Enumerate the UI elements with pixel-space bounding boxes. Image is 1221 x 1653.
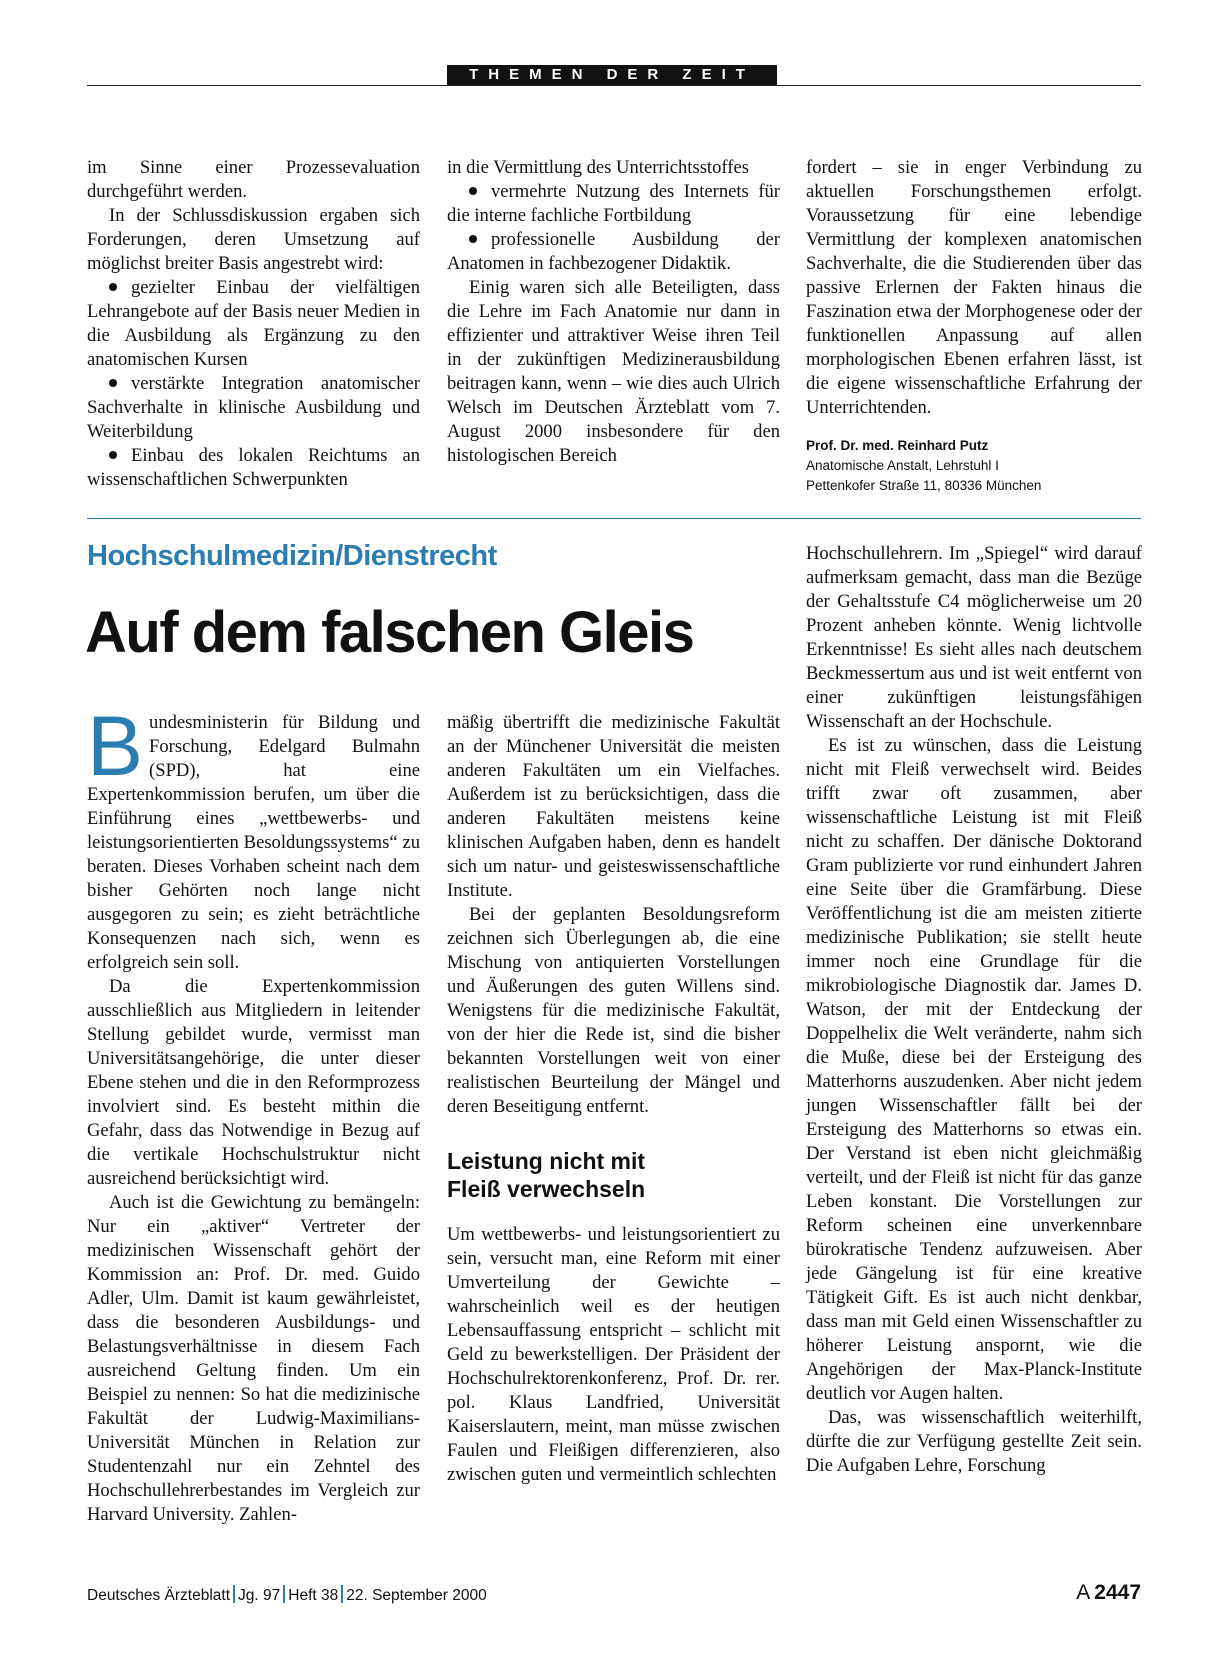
paragraph: Das, was wissenschaftlich weiterhilft, dürfte die zur Verfügung gestellte Zeit sein. Die Aufgaben Lehre, Forschung <box>806 1407 1142 1476</box>
drop-cap: B <box>87 699 144 793</box>
article-kicker: Hochschulmedizin/Dienstrecht <box>87 540 497 572</box>
article-headline: Auf dem falschen Gleis <box>85 600 694 665</box>
bullet-text: vermehrte Nutzung des Internets für die interne fachliche Fortbildung <box>447 181 780 226</box>
lead-paragraph <box>87 699 420 975</box>
prev-article-col-2 <box>447 156 780 468</box>
footer-separator <box>283 1585 285 1603</box>
paragraph: Einig waren sich alle Beteiligten, dass die Lehre im Fach Anatomie nur dann in effizienter und attraktiver Weise ihren Teil in der zukünftigen Medizinerausbildung beitragen kann, wenn – wie dies auch Ulrich Welsch im Deutschen Ärzteblatt vom 7. August 2000 insbesondere für den histologischen Bereich <box>447 277 780 466</box>
bullet-text: gezielter Einbau der vielfältigen Lehrangebote auf der Basis neuer Medien in die Ausbildung als Ergänzung zu den anatomischen Kursen <box>87 277 420 370</box>
bullet-text: professionelle Ausbildung der Anatomen in fachbezogener Didaktik. <box>447 229 780 274</box>
paragraph: in die Vermittlung des Unterrichtsstoffes <box>447 157 749 178</box>
prev-article-col-1 <box>87 156 420 492</box>
paragraph: Da die Expertenkommission ausschließlich aus Mitgliedern in leitender Stellung gebildet wurde, vermisst man Universitätsangehörige, die unter dieser Ebene stehen und die in den Reformprozess involviert sind. Es besteht mithin die Gefahr, dass das Notwendige in Bezug auf die vertikale Hochschulstruktur nicht ausreichend berücksichtigt wird. <box>87 976 420 1189</box>
author-block <box>806 436 1142 496</box>
lead-text: undesministerin für Bildung und Forschung, Edelgard Bulmahn (SPD), hat eine Expertenkommission berufen, um über die Einführung eines „wettbewerbs- und leistungsorientierten Besoldungssystems“ zu beraten. Dieses Vorhaben scheint nach dem bisher Gehörten noch lange nicht ausgegoren zu sein; es zieht beträchtliche Konsequenzen nach sich, wenn es erfolgreich sein soll. <box>87 712 420 973</box>
bullet-icon <box>469 187 477 195</box>
bullet-item <box>447 180 780 228</box>
paragraph: fordert – sie in enger Verbindung zu aktuellen Forschungsthemen erfolgt. Voraussetzung für eine lebendige Vermittlung der komplexen anatomischen Sachverhalte, die die Studierenden über das passive Erlernen der Fakten hinaus die Faszination etwa der Morphogenese oder der funktionellen Anpassung auf allen morphologischen Ebenen erfahren lässt, ist die eigene wissenschaftliche Erfahrung der Unterrichtenden. <box>806 157 1142 418</box>
article-divider <box>87 518 1141 519</box>
subheading <box>447 1147 780 1203</box>
bullet-item <box>87 372 420 444</box>
footer-separator <box>341 1585 343 1603</box>
article-col-1 <box>87 699 420 1527</box>
bullet-icon <box>109 379 117 387</box>
prev-article-col-3 <box>806 156 1142 496</box>
subheading-line: Fleiß verwechseln <box>447 1176 646 1202</box>
paragraph: In der Schlussdiskussion ergaben sich Forderungen, deren Umsetzung auf möglichst breiter Basis angestrebt wird: <box>87 205 420 274</box>
bullet-icon <box>469 235 477 243</box>
bullet-item <box>87 444 420 492</box>
paragraph: Bei der geplanten Besoldungsreform zeichnen sich Überlegungen ab, die eine Mischung von antiquierten Vorstellungen und Äußerungen des guten Willens sind. Wenigstens für die medizinische Fakultät, von der hier die Rede ist, sind die bisher bekannten Vorstellungen weit von einer realistischen Beurteilung der Mängel und deren Beseitigung entfernt. <box>447 904 780 1117</box>
journal-date: 22. September 2000 <box>346 1587 487 1604</box>
bullet-icon <box>109 283 117 291</box>
bullet-text: verstärkte Integration anatomischer Sachverhalte in klinische Ausbildung und Weiterbildung <box>87 373 420 442</box>
article-col-3 <box>806 542 1142 1478</box>
bullet-item <box>87 276 420 372</box>
banner-rule <box>87 85 1141 86</box>
footer-separator <box>233 1585 235 1603</box>
paragraph: Es ist zu wünschen, dass die Leistung nicht mit Fleiß verwechselt wird. Beides trifft zwar oft zusammen, aber wissenschaftliche Leistung ist mit Fleiß nicht zu schaffen. Der dänische Doktorand Gram publizierte vor rund einhundert Jahren eine Seite über die Gramfärbung. Diese Veröffentlichung ist die am meisten zitierte medizinische Publikation; sie stellt heute immer noch eine Grundlage für die mikrobiologische Diagnostik dar. James D. Watson, der mit der Entdeckung der Doppelhelix die Welt veränderte, nahm sich die Muße, diese bei der Ersteigung des Matterhorns auszudenken. Aber nicht jedem jungen Wissenschaftler fällt bei der Ersteigung des Matterhorns so etwas ein. Der Verstand ist eben nicht gleichmäßig verteilt, und der Fleiß ist nicht für das ganze Leben konstant. Die Vorstellungen zur Reform scheinen eine unverkennbare bürokratische Tendenz aufzuweisen. Aber jede Gängelung ist für eine kreative Tätigkeit Gift. Es ist auch nicht denkbar, dass man mit Geld einen Wissenschaftler zu höherer Leistung anspornt, wie die Angehörigen der Max-Planck-Institute deutlich vor Augen halten. <box>806 735 1142 1404</box>
page-prefix: A <box>1076 1581 1091 1604</box>
paragraph: im Sinne einer Prozessevaluation durchgeführt werden. <box>87 157 420 202</box>
page-footer <box>87 1585 487 1605</box>
section-banner: THEMEN DER ZEIT <box>447 65 777 85</box>
journal-issue: Heft 38 <box>288 1587 339 1604</box>
author-address: Pettenkofer Straße 11, 80336 München <box>806 478 1042 493</box>
page-number-value: 2447 <box>1094 1581 1141 1604</box>
journal-volume: Jg. 97 <box>238 1587 281 1604</box>
author-name: Prof. Dr. med. Reinhard Putz <box>806 438 989 453</box>
paragraph: Auch ist die Gewichtung zu bemängeln: Nur ein „aktiver“ Vertreter der medizinischen Wissenschaft gehört der Kommission an: Prof. Dr. med. Guido Adler, Ulm. Damit ist kaum gewährleistet, dass die besonderen Ausbildungs- und Belastungsverhältnisse in diesem Fach ausreichend Geltung finden. Um ein Beispiel zu nennen: So hat die medizinische Fakultät der Ludwig-Maximilians-Universität München in Relation zur Studentenzahl nur ein Zehntel des Hochschullehrerbestandes im Vergleich zur Harvard University. Zahlen- <box>87 1192 420 1525</box>
subheading-line: Leistung nicht mit <box>447 1148 646 1174</box>
paragraph: Hochschullehrern. Im „Spiegel“ wird darauf aufmerksam gemacht, dass man die Bezüge der Gehaltsstufe C4 möglicherweise um 20 Prozent anheben könnte. Wenig lichtvolle Erkenntnisse! Es sieht alles nach deutschem Beckmessertum aus und ist weit entfernt von einer zukünftigen leistungsfähigen Wissenschaft an der Hochschule. <box>806 543 1142 732</box>
bullet-text: Einbau des lokalen Reichtums an wissenschaftlichen Schwerpunkten <box>87 445 420 490</box>
page-number <box>1076 1581 1141 1605</box>
article-col-2 <box>447 711 780 1487</box>
journal-name: Deutsches Ärzteblatt <box>87 1587 231 1604</box>
bullet-icon <box>109 451 117 459</box>
paragraph: Um wettbewerbs- und leistungsorientiert zu sein, versucht man, eine Reform mit einer Umverteilung der Gewichte – wahrscheinlich weil es der heutigen Lebensauffassung entspricht – schlicht mit Geld zu bewerkstelligen. Der Präsident der Hochschulrektorenkonferenz, Prof. Dr. rer. pol. Klaus Landfried, Universität Kaiserslautern, meint, man müsse zwischen Faulen und Fleißigen differenzieren, also zwischen guten und vermeintlich schlechten <box>447 1224 780 1485</box>
author-affiliation: Anatomische Anstalt, Lehrstuhl I <box>806 458 999 473</box>
bullet-item <box>447 228 780 276</box>
paragraph: mäßig übertrifft die medizinische Fakultät an der Münchener Universität die meisten anderen Fakultäten um ein Vielfaches. Außerdem ist zu berücksichtigen, dass die anderen Fakultäten meistens keine klinischen Aufgaben haben, denn es handelt sich um natur- und geisteswissenschaftliche Institute. <box>447 712 780 901</box>
